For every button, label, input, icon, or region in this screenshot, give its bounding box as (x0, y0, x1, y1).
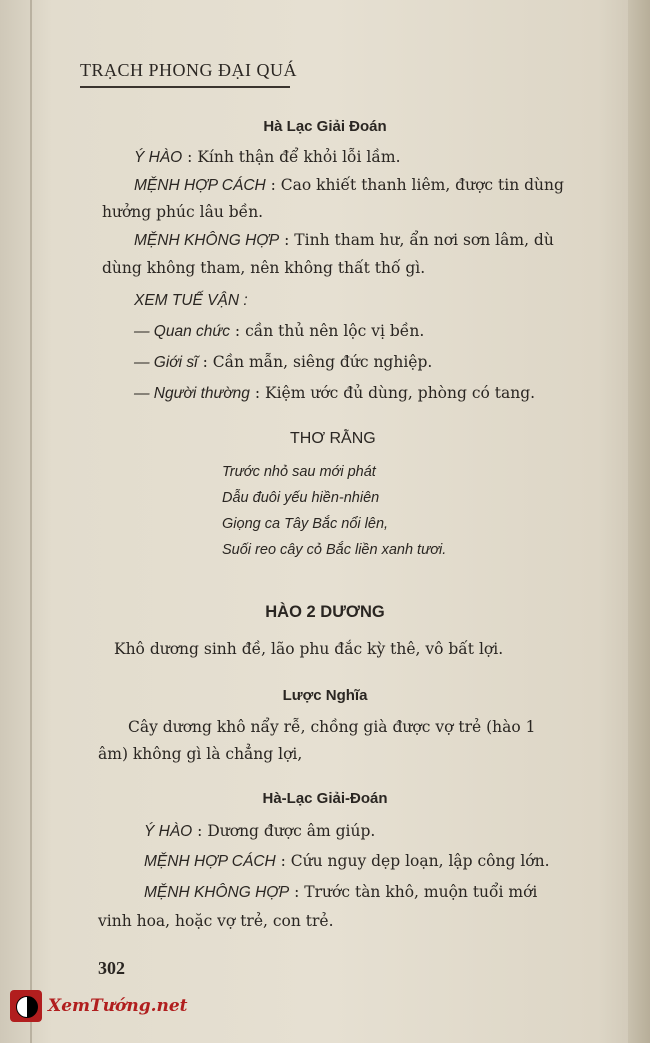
quan-chuc-text: : cần thủ nên lộc vị bền. (234, 322, 425, 340)
menh-hop-text: : Cao khiết thanh liêm, được tin dùng (270, 176, 564, 194)
section-heading-ha-lac: Hà Lạc Giải Đoán (263, 118, 387, 135)
luoc-nghia-heading: Lược Nghĩa (282, 687, 368, 704)
watermark-logo (10, 990, 188, 1030)
menh-khong-continuation: dùng không tham, nên không thất thố gì. (102, 259, 426, 277)
menh-hop-2-line (144, 852, 550, 871)
running-header: TRẠCH PHONG ĐẠI QUÁ (80, 60, 298, 80)
gioi-si-label: — Giới sĩ (134, 354, 198, 371)
quan-chuc-line (134, 322, 424, 341)
hao-2-heading: HÀO 2 DƯƠNG (265, 603, 385, 621)
menh-khong-label: MỆNH KHÔNG HỢP (134, 232, 280, 249)
menh-khong-2-continuation: vinh hoa, hoặc vợ trẻ, con trẻ. (98, 912, 334, 930)
y-hao-2-label: Ý HÀO (144, 823, 193, 840)
menh-hop-2-label: MỆNH HỢP CÁCH (144, 853, 276, 870)
xem-tue-van-label: XEM TUẾ VẬN : (134, 292, 248, 309)
nguoi-thuong-line (134, 384, 535, 403)
quan-chuc-label: — Quan chức (134, 323, 230, 340)
header-underline (80, 86, 290, 88)
menh-hop-2-text: : Cứu nguy dẹp loạn, lập công lớn. (280, 852, 550, 870)
gioi-si-text: : Cần mẫn, siêng đức nghiệp. (202, 353, 433, 371)
page-spine-line (30, 0, 32, 1043)
page-number: 302 (98, 958, 125, 978)
gioi-si-line (134, 353, 432, 372)
menh-khong-2-label: MỆNH KHÔNG HỢP (144, 884, 290, 901)
hao-2-text: Khô dương sinh đề, lão phu đắc kỳ thê, vô bất lợi. (114, 640, 504, 658)
poem-line-2: Dẫu đuôi yếu hiền-nhiên (222, 490, 380, 506)
poem-heading: THƠ RẰNG (290, 430, 376, 447)
menh-khong-text: : Tinh tham hư, ẩn nơi sơn lâm, dù (284, 231, 554, 249)
menh-khong-line (134, 231, 554, 250)
watermark-text: XemTướng.net (48, 996, 188, 1016)
poem-line-3: Giọng ca Tây Bắc nổi lên, (222, 516, 389, 532)
menh-khong-2-line (144, 883, 537, 902)
menh-khong-2-text: : Trước tàn khô, muộn tuổi mới (294, 883, 538, 901)
page-edge-shadow (628, 0, 650, 1043)
y-hao-2-text: : Dương được âm giúp. (197, 822, 376, 840)
luoc-nghia-text-1: Cây dương khô nẩy rễ, chồng già được vợ trẻ (hào 1 (128, 718, 536, 736)
menh-hop-continuation: hưởng phúc lâu bền. (102, 203, 264, 221)
y-hao-text: : Kính thận để khỏi lỗi lầm. (187, 148, 401, 166)
menh-hop-line (134, 176, 564, 195)
nguoi-thuong-label: — Người thường (134, 385, 250, 402)
ha-lac-2-heading: Hà-Lạc Giải-Đoán (262, 790, 388, 807)
yin-yang-icon (10, 990, 42, 1022)
y-hao-line (134, 148, 401, 167)
nguoi-thuong-text: : Kiệm ước đủ dùng, phòng có tang. (254, 384, 536, 402)
y-hao-label: Ý HÀO (134, 149, 183, 166)
y-hao-2-line (144, 822, 375, 841)
poem-line-1: Trước nhỏ sau mới phát (222, 464, 376, 480)
poem-line-4: Suối reo cây cỏ Bắc liền xanh tươi. (222, 542, 447, 558)
luoc-nghia-text-2: âm) không gì là chẳng lợi, (98, 745, 303, 763)
menh-hop-label: MỆNH HỢP CÁCH (134, 177, 266, 194)
